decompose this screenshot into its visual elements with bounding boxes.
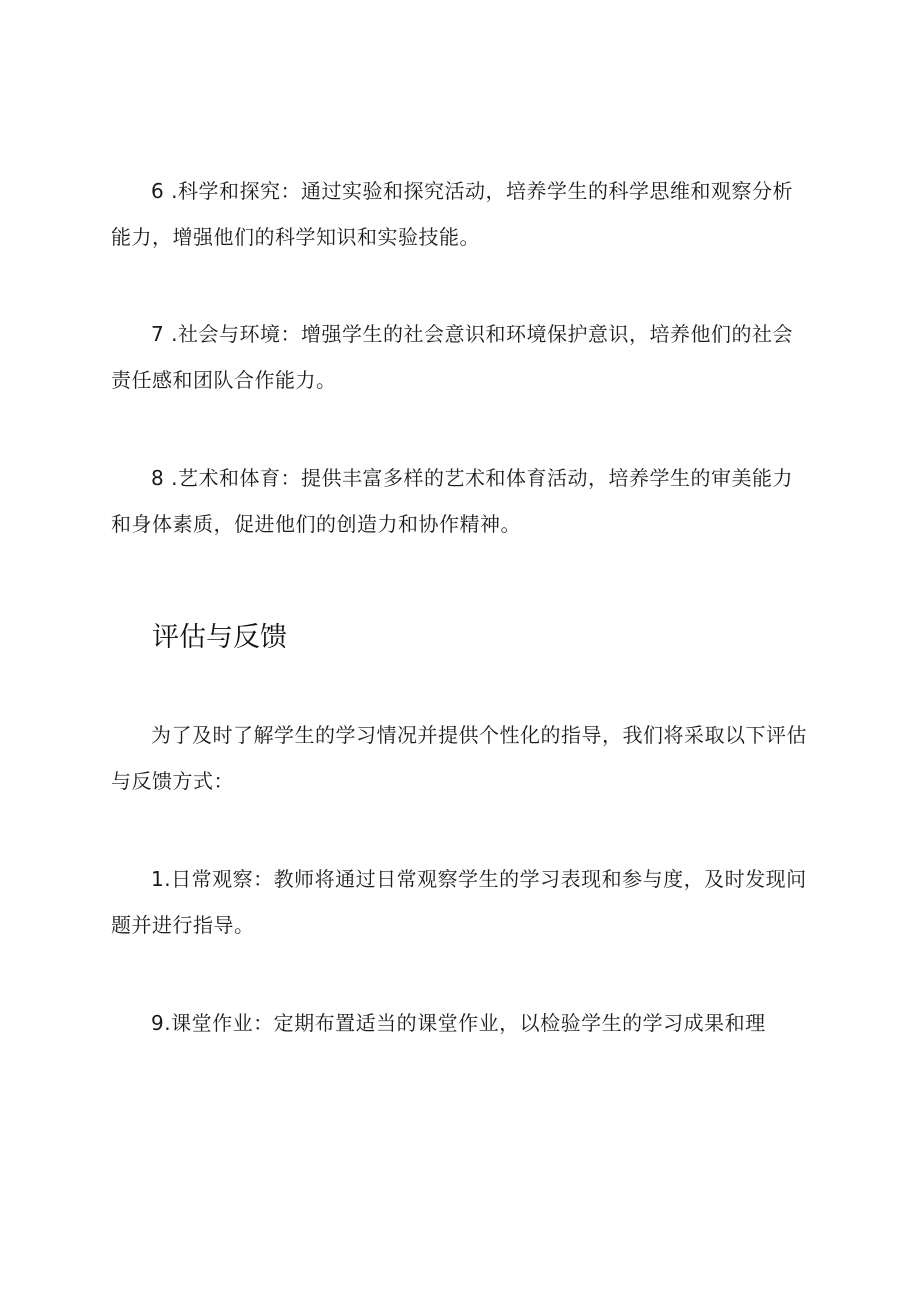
paragraph-classroom-assignment: 9.课堂作业：定期布置适当的课堂作业，以检验学生的学习成果和理 bbox=[151, 1011, 766, 1035]
paragraph-society-environment: 7 .社会与环境：增强学生的社会意识和环境保护意识，培养他们的社会责任感和团队合作能力。 bbox=[111, 322, 793, 392]
paragraph-arts-sports: 8 .艺术和体育：提供丰富多样的艺术和体育活动，培养学生的审美能力和身体素质，促进他们的创造力和协作精神。 bbox=[111, 466, 793, 536]
paragraph-science-inquiry: 6 .科学和探究：通过实验和探究活动，培养学生的科学思维和观察分析能力，增强他们的科学知识和实验技能。 bbox=[111, 179, 793, 249]
paragraph-daily-observation: 1.日常观察：教师将通过日常观察学生的学习表现和参与度，及时发现问题并进行指导。 bbox=[111, 867, 807, 937]
paragraph-intro: 为了及时了解学生的学习情况并提供个性化的指导，我们将采取以下评估与反馈方式： bbox=[111, 723, 807, 793]
section-heading: 评估与反馈 bbox=[152, 622, 287, 653]
